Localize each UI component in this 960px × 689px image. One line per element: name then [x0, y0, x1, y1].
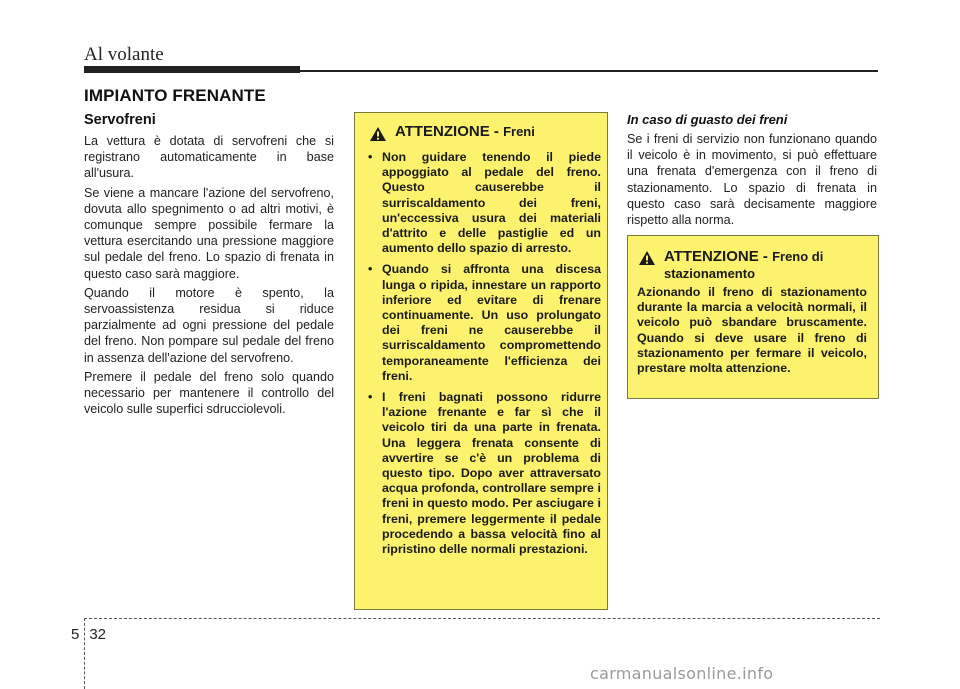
- warning-parking-text: Azionando il freno di stazionamento durante la marcia a velocità normali, il veicolo può sbandare bruscamente. Quando si deve usare il freno di stazionamento per fermare il veicolo, prestare molta attenzione.: [637, 285, 867, 376]
- header-rule-thick: [84, 66, 300, 73]
- list-item: [363, 150, 601, 256]
- servofreni-heading: Servofreni: [84, 112, 156, 128]
- warning-brakes-list: [363, 150, 601, 563]
- servofreni-paragraph-4: Premere il pedale del freno solo quando necessario per mantenere il controllo del veicolo sulle superfici sdrucciolevoli.: [84, 369, 334, 417]
- bullet: •: [368, 150, 373, 164]
- warning-triangle-icon: [638, 250, 656, 271]
- list-item-text: I freni bagnati possono ridurre l'azione frenante e far sì che il veicolo tiri da una parte in frenata. Una leggera frenata consente di avvertire se c'è un problema di questo tipo. Dopo aver attraversato acqua profonda, controllare sempre i freni in questo modo. Per asciugare i freni, premere leggermente il pedale procedendo a bassa velocità fino al ripristino delle normali prestazioni.: [382, 390, 601, 557]
- bullet: •: [368, 390, 373, 405]
- warning-label: ATTENZIONE -: [664, 248, 768, 265]
- list-item: [363, 262, 601, 384]
- list-item: [363, 390, 601, 557]
- brake-failure-heading: In caso di guasto dei freni: [627, 112, 788, 127]
- servofreni-paragraph-1: La vettura è dotata di servofreni che si registrano automaticamente in base all'usura.: [84, 134, 334, 181]
- warning-header-parking: [638, 248, 868, 282]
- brake-failure-section: [627, 112, 877, 228]
- warning-subject: Freni: [503, 124, 535, 139]
- brake-failure-paragraph: Se i freni di servizio non funzionano quando il veicolo è in movimento, si può effettuare una frenata d'emergenza con il freno di stazionamento. Lo spazio di frenata in questo caso sarà decisamente maggiore rispetto alla norma.: [627, 132, 877, 228]
- warning-header-brakes: [369, 123, 595, 147]
- section-number: 5: [71, 626, 80, 643]
- warning-triangle-icon: [369, 126, 387, 147]
- watermark: carmanualsonline.info: [590, 664, 774, 683]
- chapter-title: Al volante: [84, 44, 164, 65]
- header-rule-thin: [300, 70, 878, 72]
- servofreni-paragraph-3: Quando il motore è spento, la servoassistenza residua si riduce parzialmente ad ogni pressione del pedale del freno. Non pompare sul pedale del freno in assenza dell'azione del servofreno.: [84, 285, 334, 365]
- footer-rule: [84, 618, 880, 619]
- list-item-text: Quando si affronta una discesa lunga o ripida, innestare un rapporto inferiore ed evitare di frenare continuamente. Un uso prolungato dei freni ne causerebbe il surriscaldamento compromettendo temporaneamente l'efficienza dei freni.: [382, 262, 601, 383]
- warning-box-brakes: [354, 112, 608, 610]
- servofreni-paragraph-2: Se viene a mancare l'azione del servofreno, dovuta allo spegnimento o ad altri motivi, è comunque sempre possibile fermare la vettura esercitando una pressione maggiore sul pedale del freno. Lo spazio di frenata in questo caso sarà maggiore.: [84, 185, 334, 281]
- page-number: [71, 626, 106, 643]
- section-title: IMPIANTO FRENANTE: [84, 86, 266, 105]
- list-item-text: Non guidare tenendo il piede appoggiato al pedale del freno. Questo causerebbe il surriscaldamento dei freni, un'eccessiva usura dei materiali d'attrito e delle pastiglie ed un aumento dello spazio di arresto.: [382, 150, 601, 256]
- servofreni-section: [84, 112, 334, 420]
- warning-subject: Freno di stazionamento: [664, 249, 824, 281]
- page-number-value: 32: [89, 626, 107, 643]
- warning-label: ATTENZIONE -: [395, 123, 499, 140]
- bullet: •: [368, 262, 373, 277]
- warning-box-parking-brake: [627, 235, 879, 399]
